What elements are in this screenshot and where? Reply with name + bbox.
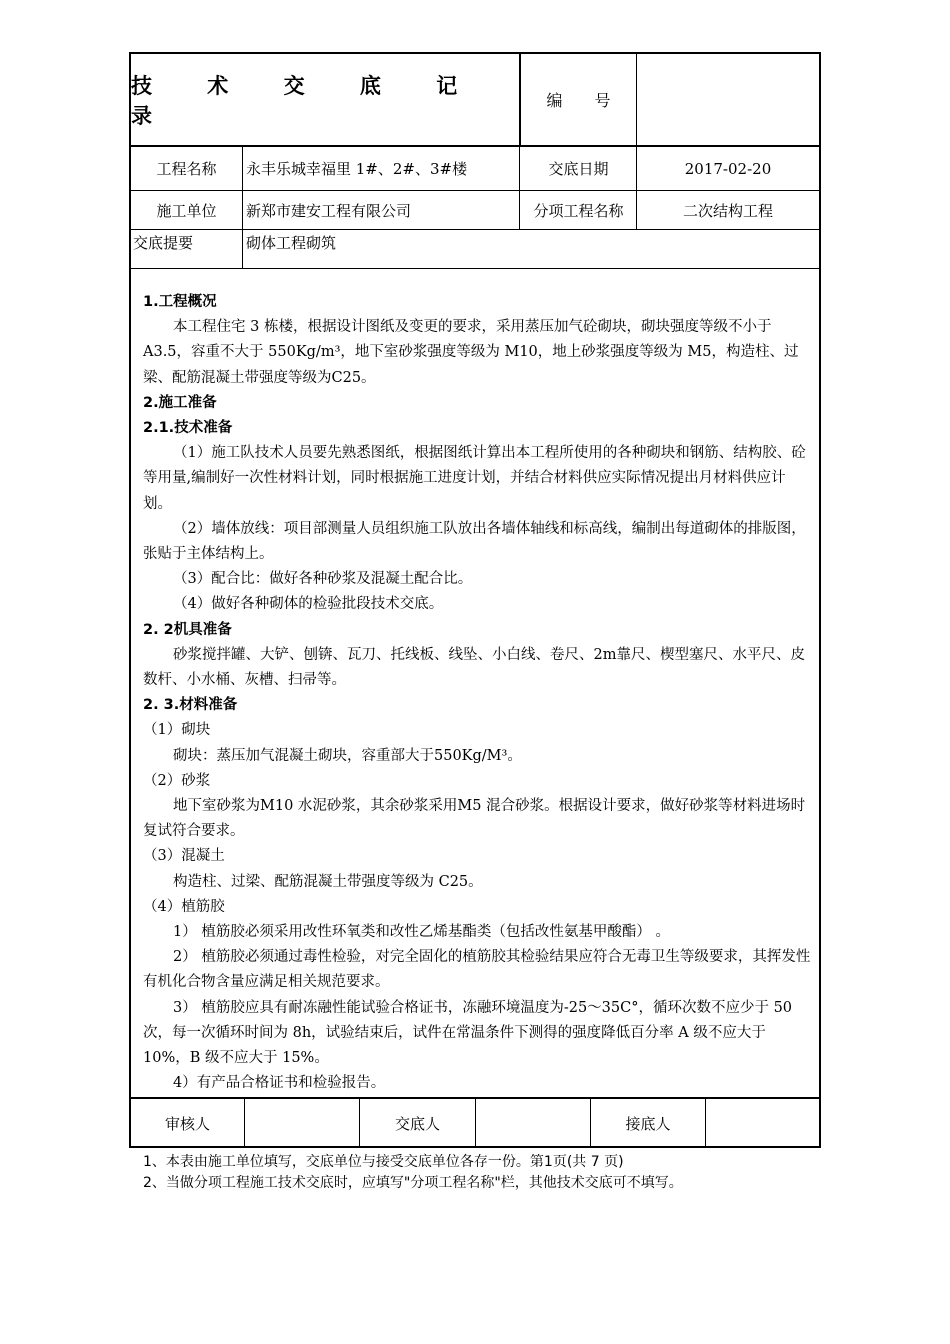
section-heading: 2. 3.材料准备 [143,697,238,714]
summary-label: 交底提要 [133,233,194,252]
project-name-label: 工程名称 [156,160,217,178]
footnote: 2、当做分项工程施工技术交底时，应填写"分项工程名称"栏，其他技术交底可不填写。 [143,1175,683,1191]
divider [129,268,821,269]
divider [519,146,520,230]
section-heading: 2.施工准备 [143,394,217,411]
subsection-heading: （2）砂浆 [143,772,211,789]
document-title: 技 术 交 底 记 录 [131,73,482,128]
paragraph: 砂浆搅拌罐、大铲、刨锛、瓦刀、托线板、线坠、小白线、卷尺、2m靠尺、楔型塞尺、水平尺、皮数杆、小水桶、灰槽、扫帚等。 [143,646,805,689]
handover-content [143,290,813,1097]
subsection-heading: （1）砌块 [143,722,211,739]
reviewer-field[interactable] [245,1099,359,1147]
paragraph: 1） 植筋胶必须采用改性环氧类和改性乙烯基酯类（包括改性氨基甲酸酯） 。 [173,924,670,941]
paragraph: （1）施工队技术人员要先熟悉图纸，根据图纸计算出本工程所使用的各种砌块和钢筋、结构胶、砼等用量,编制好一次性材料计划，同时根据施工进度计划，并结合材料供应实际情况提出月材料供应计划。 [143,445,806,512]
paragraph: 本工程住宅 3 栋楼，根据设计图纸及变更的要求，采用蒸压加气砼砌块，砌块强度等级不小于 A3.5，容重不大于 550Kg/m³，地下室砂浆强度等级为 M10，地上砂浆强度等级为 M5，构造柱、过梁、配筋混凝土带强度等级为C25。 [143,319,799,386]
paragraph: 构造柱、过梁、配筋混凝土带强度等级为 C25。 [173,873,483,890]
subsection-heading: （4）植筋胶 [143,898,225,915]
paragraph: 地下室砂浆为M10 水泥砂浆，其余砂浆采用M5 混合砂浆。根据设计要求，做好砂浆等材料进场时复试符合要求。 [143,798,806,840]
section-heading: 1.工程概况 [143,294,217,310]
section-heading: 2. 2机具准备 [143,621,232,638]
subsection-heading: （3）混凝土 [143,848,225,865]
contractor-label: 施工单位 [156,201,217,220]
divider [242,146,243,268]
paragraph: （4）做好各种砌体的检验批段技术交底。 [173,596,444,613]
number-label: 编 号 [546,91,611,110]
handover-date-label: 交底日期 [548,160,609,178]
project-name-field[interactable]: 永丰乐城幸福里 1#、2#、3#楼 [246,160,468,178]
section-heading: 2.1.技术准备 [143,420,233,437]
paragraph: 3） 植筋胶应具有耐冻融性能试验合格证书，冻融环境温度为-25～35C°，循环次数不应少于 50 次，每一次循环时间为 8h，试验结束后，试件在常温条件下测得的强度降低百分率 A 级不应大于 10%，B 级不应大于 15%。 [143,999,793,1067]
paragraph: （2）墙体放线：项目部测量人员组织施工队放出各墙体轴线和标高线，编制出每道砌体的排版图，张贴于主体结构上。 [143,520,806,563]
paragraph: 4）有产品合格证书和检验报告。 [173,1075,386,1092]
receiver-label: 接底人 [625,1114,671,1133]
footnote: 1、本表由施工单位填写，交底单位与接受交底单位各存一份。第1页(共 7 页) [143,1154,624,1170]
footnotes [143,1152,843,1194]
discloser-label: 交底人 [394,1114,440,1133]
summary-field[interactable]: 砌体工程砌筑 [246,233,337,252]
sub-project-label: 分项工程名称 [533,201,624,220]
paragraph: （3）配合比：做好各种砂浆及混凝土配合比。 [173,571,473,588]
paragraph: 2） 植筋胶必须通过毒性检验，对完全固化的植筋胶其检验结果应符合无毒卫生等级要求，其挥发性有机化合物含量应满足相关规范要求。 [143,949,811,991]
paragraph: 砌块：蒸压加气混凝土砌块，容重部大于550Kg/M³。 [173,747,522,764]
handover-date-field[interactable]: 2017-02-20 [684,159,772,178]
reviewer-label: 审核人 [164,1114,210,1133]
receiver-field[interactable] [706,1099,819,1147]
number-field[interactable] [637,54,819,145]
contractor-field[interactable]: 新郑市建安工程有限公司 [246,201,412,220]
sub-project-field[interactable]: 二次结构工程 [682,201,773,220]
discloser-field[interactable] [476,1099,590,1147]
